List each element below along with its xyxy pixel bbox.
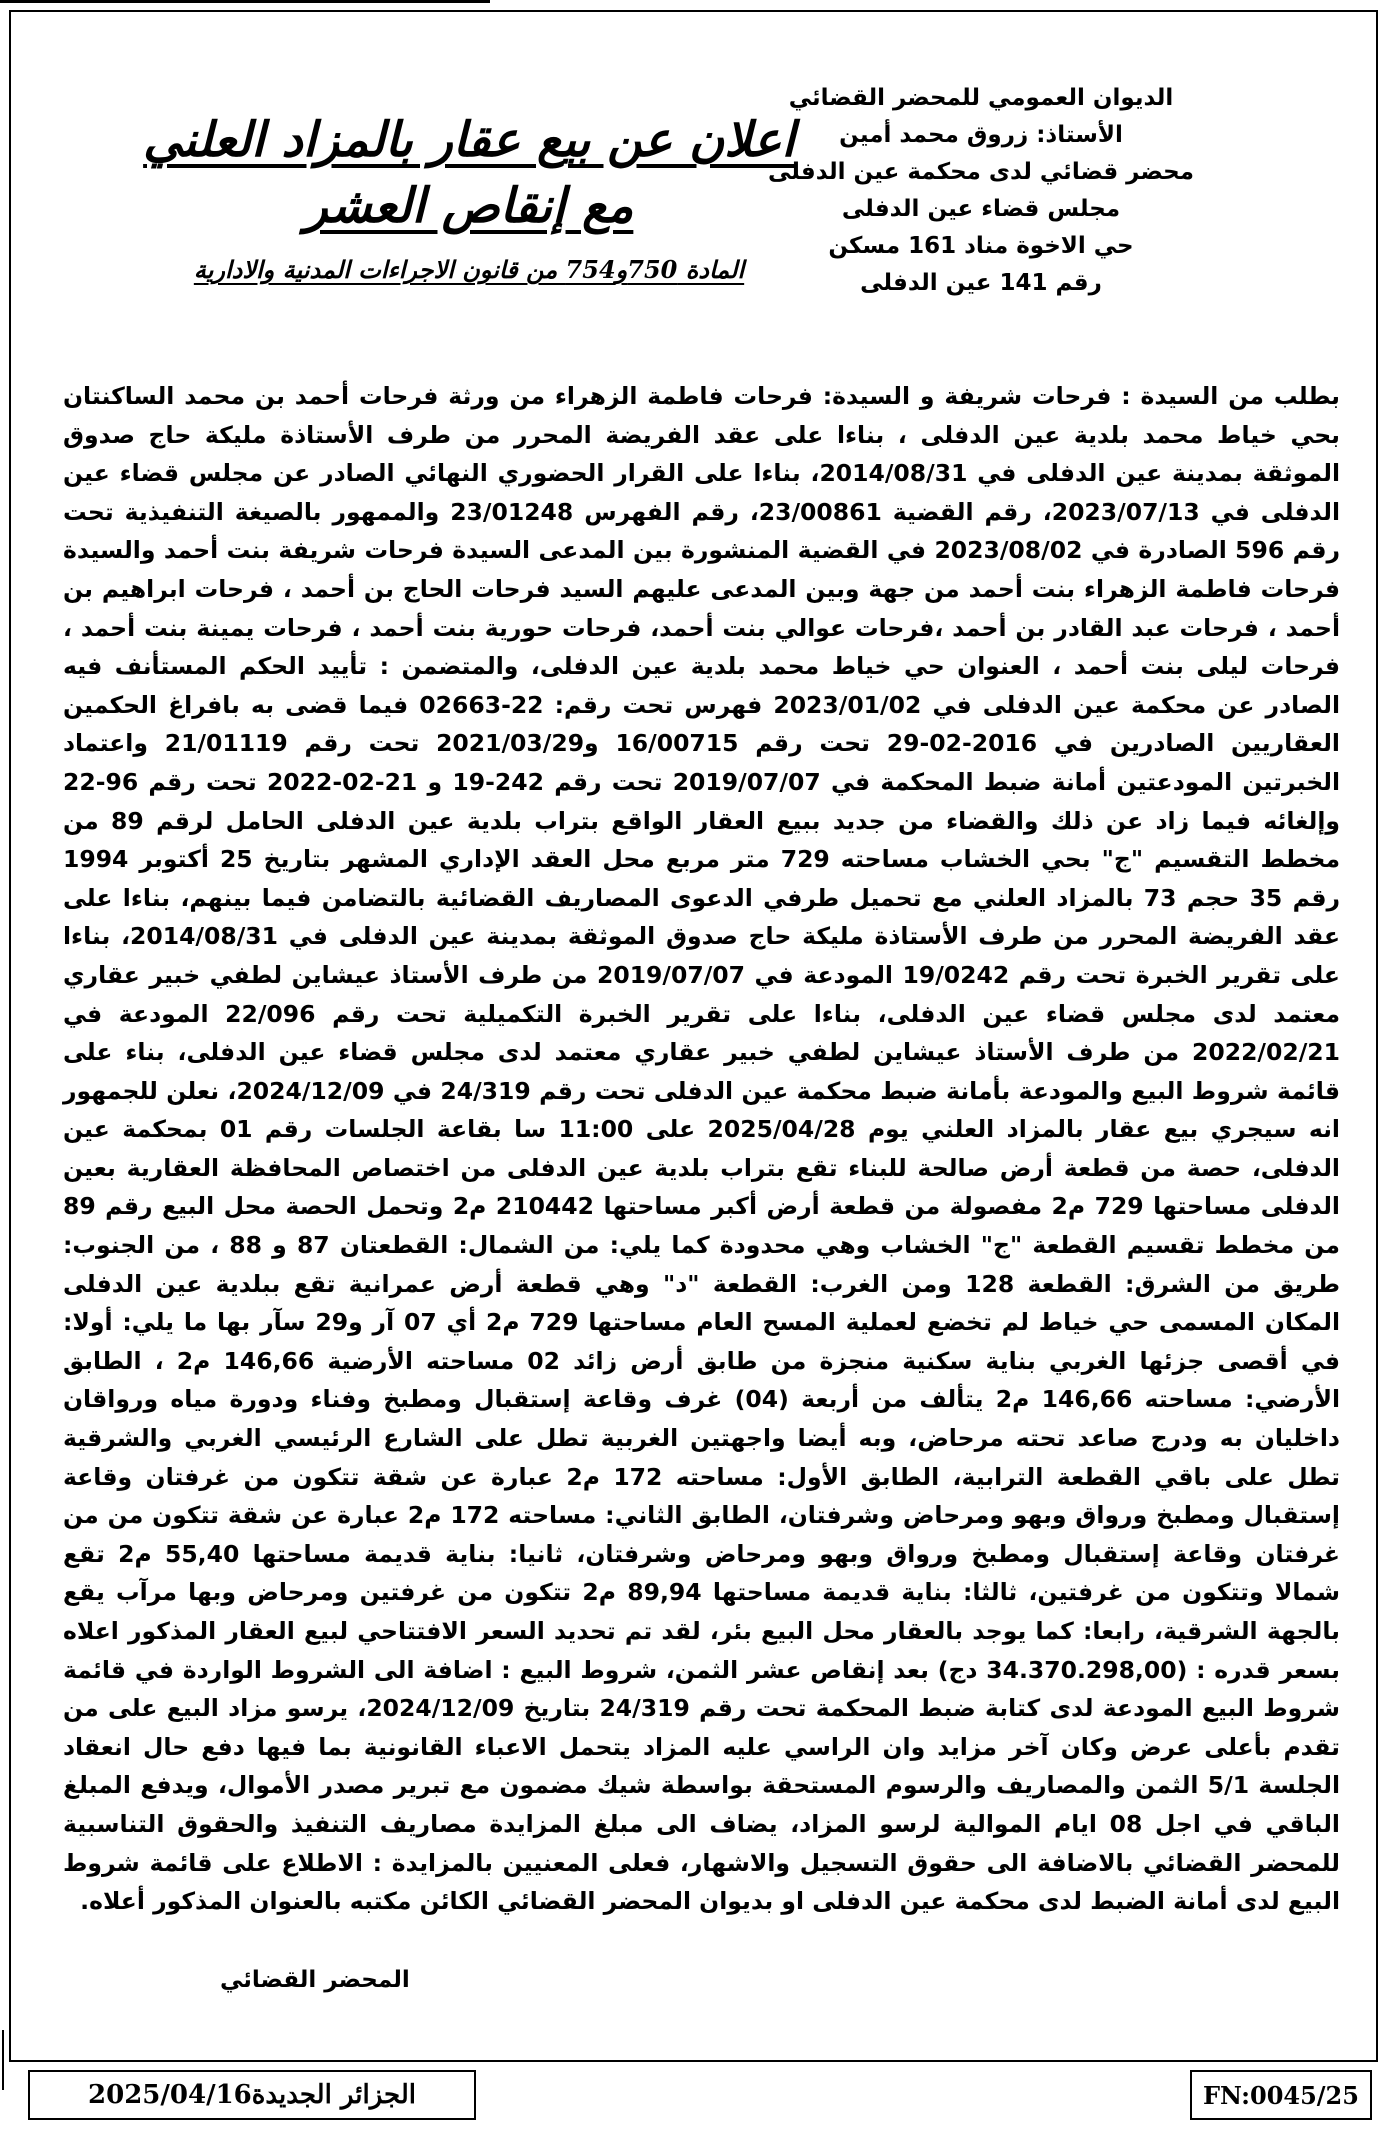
court-council: مجلس قضاء عين الدفلى: [841, 196, 1121, 222]
announcement-body: بطلب من السيدة : فرحات شريفة و السيدة: فرحات فاطمة الزهراء من ورثة فرحات أحمد بن محمد الساكنتان بحي خياط محمد بلدية عين الدفلى ، بناءا على عقد الفريضة المحرر من طرف الأستاذة مليكة حاج صدوق الموثقة بمدينة عين الدفلى في 2014/08/31، بناءا على القرار الحضوري النهائي الصادر عن مجلس قضاء عين الدفلى في 2023/07/13، رقم القضية 23/00861، رقم الفهرس 23/01248 والممهور بالصيغة التنفيذية تحت رقم 596 الصادرة في 2023/08/02 في القضية المنشورة بين المدعى السيدة فرحات شريفة بنت أحمد والسيدة فرحات فاطمة الزهراء بنت أحمد من جهة وبين المدعى عليهم السيد فرحات الحاج بن أحمد ، فرحات ابراهيم بن أحمد ، فرحات عبد القادر بن أحمد ،فرحات عوالي بنت أحمد، فرحات حورية بنت أحمد ، فرحات يمينة بنت أحمد ، فرحات ليلى بنت أحمد ، العنوان حي خياط محمد بلدية عين الدفلى، والمتضمن : تأييد الحكم المستأنف فيه الصادر عن محكمة عين الدفلى في 2023/01/02 فهرس تحت رقم: 22-02663 فيما قضى به بافراغ الحكمين العقاريين الصادرين في 2016-02-29 تحت رقم 16/00715 و2021/03/29 تحت رقم 21/01119 واعتماد الخبرتين المودعتين أمانة ضبط المحكمة في 2019/07/07 تحت رقم 242-19 و 21-02-2022 تحت رقم 96-22 وإلغائه فيما زاد عن ذلك والقضاء من جديد ببيع العقار الواقع بتراب بلدية عين الدفلى الحامل لرقم 89 من مخطط التقسيم "ج" بحي الخشاب مساحته 729 متر مربع محل العقد الإداري المشهر بتاريخ 25 أكتوبر 1994 رقم 35 حجم 73 بالمزاد العلني مع تحميل طرفي الدعوى المصاريف القضائية بالتضامن فيما بينهم، بناءا على عقد الفريضة المحرر من طرف الأستاذة مليكة حاج صدوق الموثقة بمدينة عين الدفلى في 2014/08/31، بناءا على تقرير الخبرة تحت رقم 19/0242 المودعة في 2019/07/07 من طرف الأستاذ عيشاين لطفي خبير عقاري معتمد لدى مجلس قضاء عين الدفلى، بناءا على تقرير الخبرة التكميلية تحت رقم 22/096 المودعة في 2022/02/21 من طرف الأستاذ عيشاين لطفي خبير عقاري معتمد لدى مجلس قضاء عين الدفلى، بناء على قائمة شروط البيع والمودعة بأمانة ضبط محكمة عين الدفلى تحت رقم 24/319 في 2024/12/09، نعلن للجمهور انه سيجري بيع عقار بالمزاد العلني يوم 2025/04/28 على 11:00 سا بقاعة الجلسات رقم 01 بمحكمة عين الدفلى، حصة من قطعة أرض صالحة للبناء تقع بتراب بلدية عين الدفلى من اختصاص المحافظة العقارية بعين الدفلى مساحتها 729 م2 مفصولة من قطعة أرض أكبر مساحتها 210442 م2 وتحمل الحصة محل البيع رقم 89 من مخطط تقسيم القطعة "ج" الخشاب وهي محدودة كما يلي: من الشمال: القطعتان 87 و 88 ، من الجنوب: طريق من الشرق: القطعة 128 ومن الغرب: القطعة "د" وهي قطعة أرض عمرانية تقع ببلدية عين الدفلى المكان المسمى حي خياط لم تخضع لعملية المسح العام مساحتها 729 م2 أي 07 آر و29 سآر بها ما يلي: أولا: في أقصى جزئها الغربي بناية سكنية منجزة من طابق أرض زائد 02 مساحته الأرضية 146,66 م2 ، الطابق الأرضي: مساحته 146,66 م2 يتألف من أربعة (04) غرف وقاعة إستقبال ومطبخ وفناء ودورة مياه ورواقان داخليان به ودرج صاعد تحته مرحاض، وبه أيضا واجهتين الغربية تطل على الشارع الرئيسي الغربي والشرقية تطل على باقي القطعة الترابية، الطابق الأول: مساحته 172 م2 عبارة عن شقة تتكون من غرفتان وقاعة إستقبال ومطبخ ورواق وبهو ومرحاض وشرفتان، الطابق الثاني: مساحته 172 م2 عبارة عن شقة تتكون من من غرفتان وقاعة إستقبال ومطبخ ورواق وبهو ومرحاض وشرفتان، ثانيا: بناية قديمة مساحتها 55,40 م2 تقع شمالا وتتكون من غرفتين، ثالثا: بناية قديمة مساحتها 89,94 م2 تتكون من غرفتين ومرحاض وبها مرآب يقع بالجهة الشرقية، رابعا: كما يوجد بالعقار محل البيع بئر، لقد تم تحديد السعر الافتتاحي لبيع العقار المذكور اعلاه بسعر قدره : (34.370.298,00 دج) بعد إنقاص عشر الثمن، شروط البيع : اضافة الى الشروط الواردة في قائمة شروط البيع المودعة لدى كتابة ضبط المحكمة تحت رقم 24/319 بتاريخ 2024/12/09، يرسو مزاد البيع على من تقدم بأعلى عرض وكان آخر مزايد وان الراسي عليه المزاد يتحمل الاعباء القانونية بما فيها دفع حال انعقاد الجلسة 5/1 الثمن والمصاريف والرسوم المستحقة بواسطة شيك مضمون مع تبرير مصدر الأموال، ويدفع المبلغ الباقي في اجل 08 ايام الموالية لرسو المزاد، يضاف الى مبلغ المزايدة مصاريف التنفيذ والحقوق التناسبية للمحضر القضائي بالاضافة الى حقوق التسجيل والاشهار، فعلى المعنيين بالمزايدة : الاطلاع على قائمة شروط البيع لدى أمانة الضبط لدى محكمة عين الدفلى او بديوان المحضر القضائي الكائن مكتبه بالعنوان المذكور أعلاه.: [63, 382, 1341, 1916]
top-rule: [0, 0, 490, 3]
address-line-1: حي الاخوة مناد 161 مسكن: [828, 233, 1134, 259]
bailiff-role: محضر قضائي لدى محكمة عين الدفلى: [768, 159, 1194, 185]
announcement-frame: [9, 10, 1378, 2062]
newspaper-date-box: الجزائر الجديدة2025/04/16: [28, 2070, 476, 2120]
bailiff-name: الأستاذ: زروق محمد أمين: [839, 122, 1123, 148]
file-number-box: FN:0045/25: [1190, 2070, 1372, 2120]
signature: المحضر القضائي: [220, 1967, 410, 1993]
address-line-2: رقم 141 عين الدفلى: [860, 270, 1102, 296]
legal-article: المادة 750و754 من قانون الاجراءات المدنية والادارية: [193, 255, 745, 284]
announcement-title: [129, 107, 809, 287]
office-name: الديوان العمومي للمحضر القضائي: [788, 85, 1174, 111]
title-line-1: اعلان عن بيع عقار بالمزاد العلني: [143, 112, 795, 168]
edge-mark: [2, 2030, 4, 2090]
title-line-2: مع إنقاص العشر: [304, 178, 634, 234]
